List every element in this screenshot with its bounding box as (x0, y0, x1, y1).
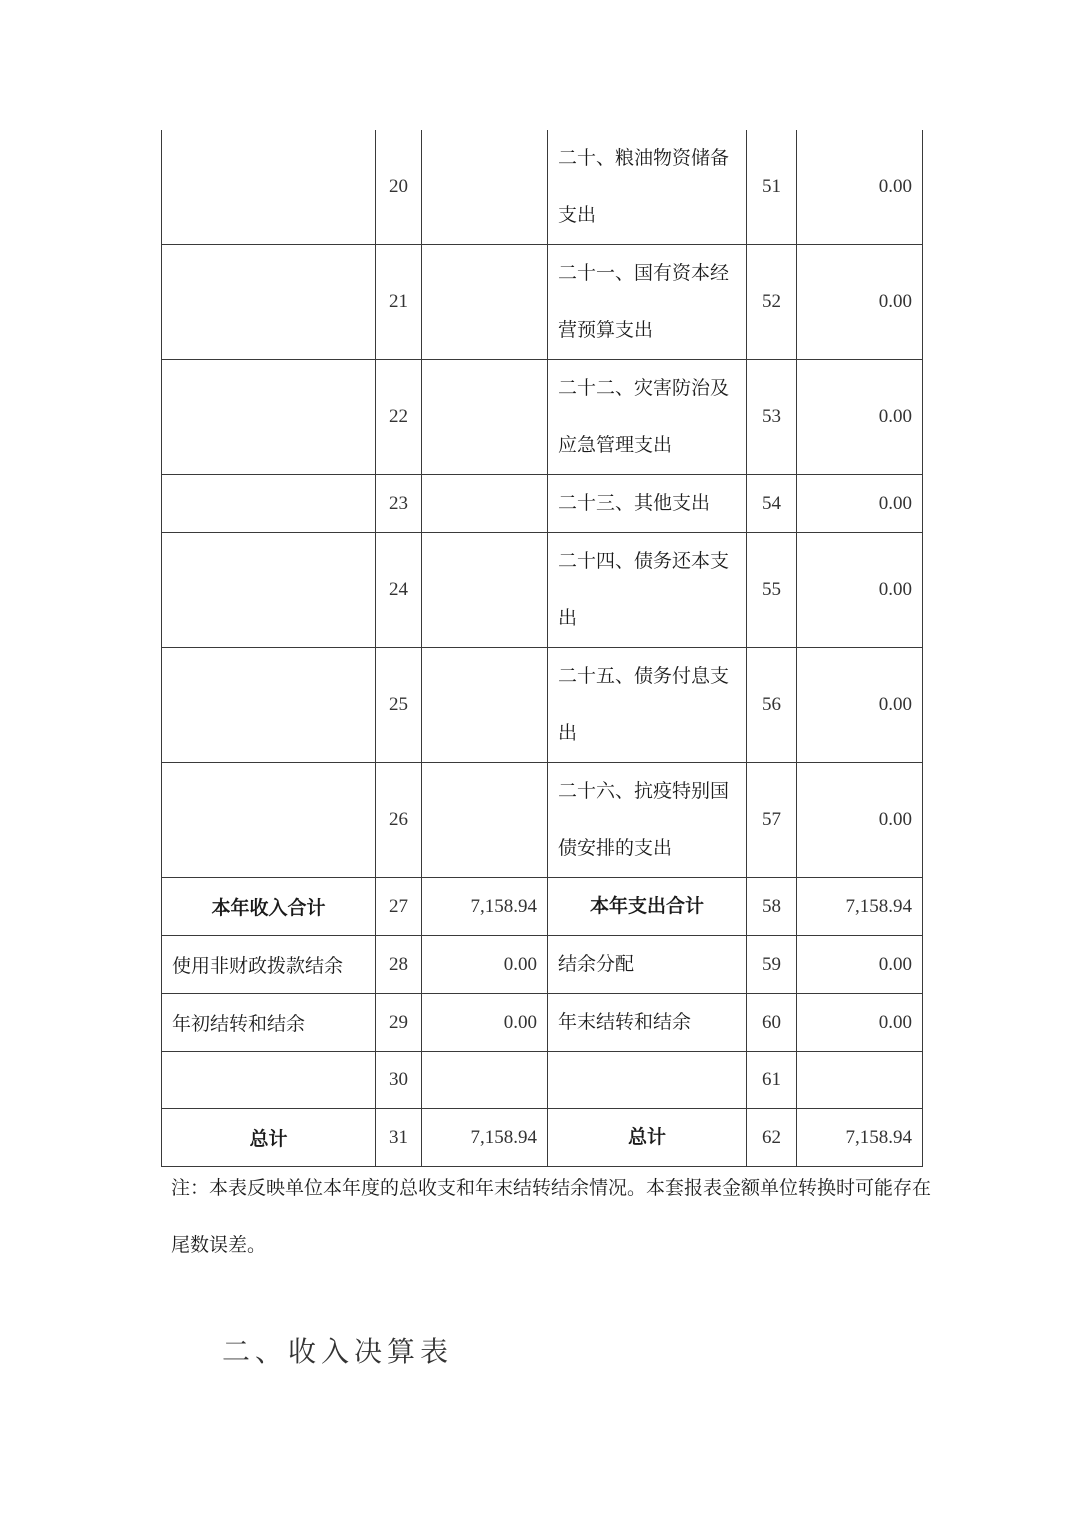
expense-amount: 0.00 (797, 763, 923, 878)
expense-grand-total-label: 总计 (548, 1109, 747, 1167)
expense-line-number: 54 (747, 475, 797, 533)
income-item (162, 130, 376, 245)
expense-total-label: 本年支出合计 (548, 878, 747, 936)
income-amount (422, 648, 548, 763)
income-amount: 7,158.94 (422, 1109, 548, 1167)
expense-line-number: 55 (747, 533, 797, 648)
expense-amount: 0.00 (797, 475, 923, 533)
income-item (162, 475, 376, 533)
income-amount (422, 360, 548, 475)
expense-line-number: 59 (747, 936, 797, 994)
section-heading: 二、收入决算表 (222, 1335, 454, 1368)
income-item: 年初结转和结余 (162, 994, 376, 1052)
table-row (162, 130, 923, 245)
income-line-number: 22 (376, 360, 422, 475)
income-line-number: 21 (376, 245, 422, 360)
expense-item: 二十四、债务还本支出 (548, 533, 747, 648)
income-item (162, 763, 376, 878)
expense-amount: 0.00 (797, 936, 923, 994)
table-row (162, 994, 923, 1052)
income-amount (422, 245, 548, 360)
income-amount (422, 475, 548, 533)
table-row (162, 648, 923, 763)
income-amount: 0.00 (422, 936, 548, 994)
grand-total-row (162, 1109, 923, 1167)
expense-item: 二十二、灾害防治及应急管理支出 (548, 360, 747, 475)
table-row (162, 1052, 923, 1109)
expense-line-number: 61 (747, 1052, 797, 1109)
income-item (162, 360, 376, 475)
income-amount (422, 1052, 548, 1109)
income-grand-total-label: 总计 (162, 1109, 376, 1167)
income-amount: 7,158.94 (422, 878, 548, 936)
expense-amount: 0.00 (797, 994, 923, 1052)
expense-item: 二十、粮油物资储备支出 (548, 130, 747, 245)
expense-item: 二十一、国有资本经营预算支出 (548, 245, 747, 360)
table-row (162, 475, 923, 533)
expense-line-number: 57 (747, 763, 797, 878)
income-amount (422, 130, 548, 245)
budget-table (161, 130, 923, 1167)
expense-line-number: 58 (747, 878, 797, 936)
expense-item: 结余分配 (548, 936, 747, 994)
expense-line-number: 53 (747, 360, 797, 475)
table-row (162, 763, 923, 878)
table-row (162, 360, 923, 475)
income-line-number: 26 (376, 763, 422, 878)
income-total-label: 本年收入合计 (162, 878, 376, 936)
expense-item: 二十六、抗疫特别国债安排的支出 (548, 763, 747, 878)
income-line-number: 31 (376, 1109, 422, 1167)
table-row (162, 936, 923, 994)
expense-amount: 0.00 (797, 245, 923, 360)
expense-line-number: 52 (747, 245, 797, 360)
table-row (162, 245, 923, 360)
expense-amount: 0.00 (797, 360, 923, 475)
income-line-number: 20 (376, 130, 422, 245)
expense-line-number: 56 (747, 648, 797, 763)
income-line-number: 24 (376, 533, 422, 648)
annual-total-row (162, 878, 923, 936)
expense-amount: 7,158.94 (797, 1109, 923, 1167)
expense-line-number: 51 (747, 130, 797, 245)
expense-line-number: 62 (747, 1109, 797, 1167)
expense-amount: 7,158.94 (797, 878, 923, 936)
table-row (162, 533, 923, 648)
table-note: 注：本表反映单位本年度的总收支和年末结转结余情况。本套报表金额单位转换时可能存在尾数误差。 (171, 1177, 932, 1256)
expense-amount: 0.00 (797, 130, 923, 245)
income-line-number: 30 (376, 1052, 422, 1109)
income-line-number: 29 (376, 994, 422, 1052)
expense-amount (797, 1052, 923, 1109)
expense-item: 二十五、债务付息支出 (548, 648, 747, 763)
expense-line-number: 60 (747, 994, 797, 1052)
income-amount (422, 533, 548, 648)
income-line-number: 25 (376, 648, 422, 763)
income-line-number: 23 (376, 475, 422, 533)
income-item (162, 245, 376, 360)
income-item (162, 648, 376, 763)
income-item: 使用非财政拨款结余 (162, 936, 376, 994)
income-amount (422, 763, 548, 878)
expense-amount: 0.00 (797, 648, 923, 763)
income-line-number: 28 (376, 936, 422, 994)
expense-item: 二十三、其他支出 (548, 475, 747, 533)
income-amount: 0.00 (422, 994, 548, 1052)
expense-amount: 0.00 (797, 533, 923, 648)
income-line-number: 27 (376, 878, 422, 936)
income-item (162, 533, 376, 648)
expense-item (548, 1052, 747, 1109)
income-item (162, 1052, 376, 1109)
expense-item: 年末结转和结余 (548, 994, 747, 1052)
